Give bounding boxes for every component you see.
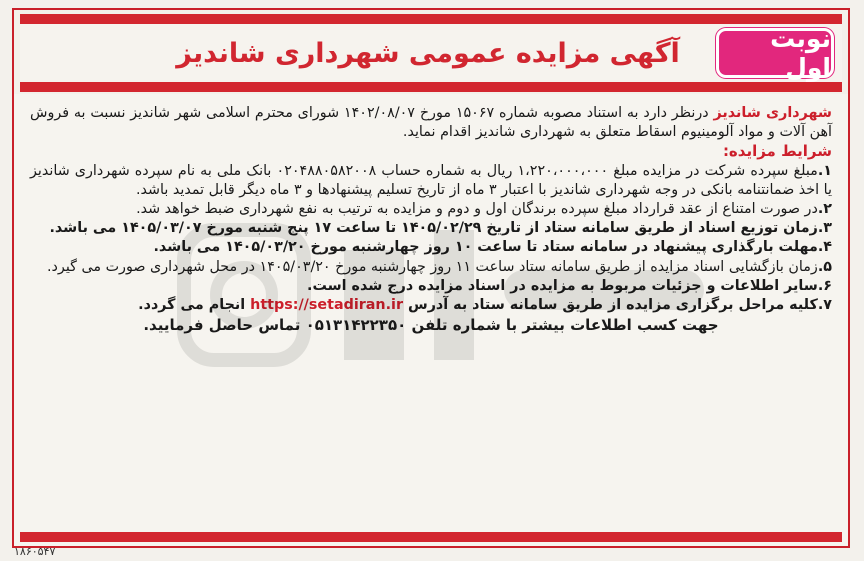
organization-name: شهرداری شاندیز <box>713 105 832 121</box>
intro-text: درنظر دارد به استناد مصوبه شماره ۱۵۰۶۷ مورخ ۱۴۰۲/۰۸/۰۷ شورای محترم اسلامی شهر شاندیز نسبت به فروش آهن آلات و مواد آلومینیوم اسقاط متعلق به شهرداری شاندیز اقدام نماید. <box>30 105 832 141</box>
bottom-red-bar <box>20 532 842 542</box>
contact-line: جهت کسب اطلاعات بیشتر با شماره تلفن ۰۵۱۳۱۴۲۲۳۵۰ تماس حاصل فرمایید. <box>143 316 719 335</box>
auction-notice <box>12 8 850 548</box>
condition-item: ۴.مهلت بارگذاری پیشنهاد در سامانه ستاد تا ساعت ۱۰ روز چهارشنبه مورخ ۱۴۰۵/۰۳/۲۰ می باشد. <box>153 239 832 256</box>
setad-url-link[interactable]: https://setadiran.ir <box>250 297 403 314</box>
condition-item: ۱.مبلغ سپرده شرکت در مزایده مبلغ ۱،۲۲۰،۰۰۰،۰۰۰ ریال به شماره حساب ۰۲۰۴۸۸۰۵۸۲۰۰۸ بانک ملی به نام سپرده شهرداری شاندیز یا اخذ ضمانتنامه بانکی در وجه شهرداری شاندیز با اعتبار ۳ ماه از تاریخ تسلیم پیشنهادها و ۳ ماه دیگر قابل تمدید باشد. <box>30 162 832 198</box>
ad-code: ۱۸۶۰۵۴۷ <box>14 545 56 558</box>
condition-item: ۲.در صورت امتناع از عقد قرارداد مبلغ سپرده برندگان اول و دوم و مزایده به ترتیب به نفع شهرداری ضبط خواهد شد. <box>136 201 832 218</box>
condition-item: ۶.سایر اطلاعات و جزئیات مربوط به مزایده در اسناد مزایده درج شده است. <box>307 277 832 294</box>
notice-body <box>30 104 832 335</box>
condition-item: ۷.کلیه مراحل برگزاری مزایده از طریق سامانه ستاد به آدرس https://setadiran.ir انجام می گردد. <box>138 297 832 314</box>
notice-header <box>14 10 848 94</box>
conditions-heading: شرایط مزایده: <box>722 142 832 161</box>
intro-paragraph <box>30 104 832 142</box>
title-box <box>20 24 842 82</box>
notice-title: آگهی مزایده عمومی شهرداری شاندیز <box>176 37 680 69</box>
round-badge: نوبت اول <box>716 28 834 78</box>
condition-item: ۵.زمان بازگشایی اسناد مزایده از طریق سامانه ستاد ساعت ۱۱ روز چهارشنبه مورخ ۱۴۰۵/۰۳/۲۰ در محل شهرداری صورت می گیرد. <box>47 258 832 275</box>
condition-item: ۳.زمان توزیع اسناد از طریق سامانه ستاد از تاریخ ۱۴۰۵/۰۲/۲۹ تا ساعت ۱۷ پنج شنبه مورخ ۱۴۰۵/۰۳/۰۷ می باشد. <box>49 220 832 237</box>
header-red-bar <box>20 82 842 92</box>
top-red-bar <box>20 14 842 24</box>
